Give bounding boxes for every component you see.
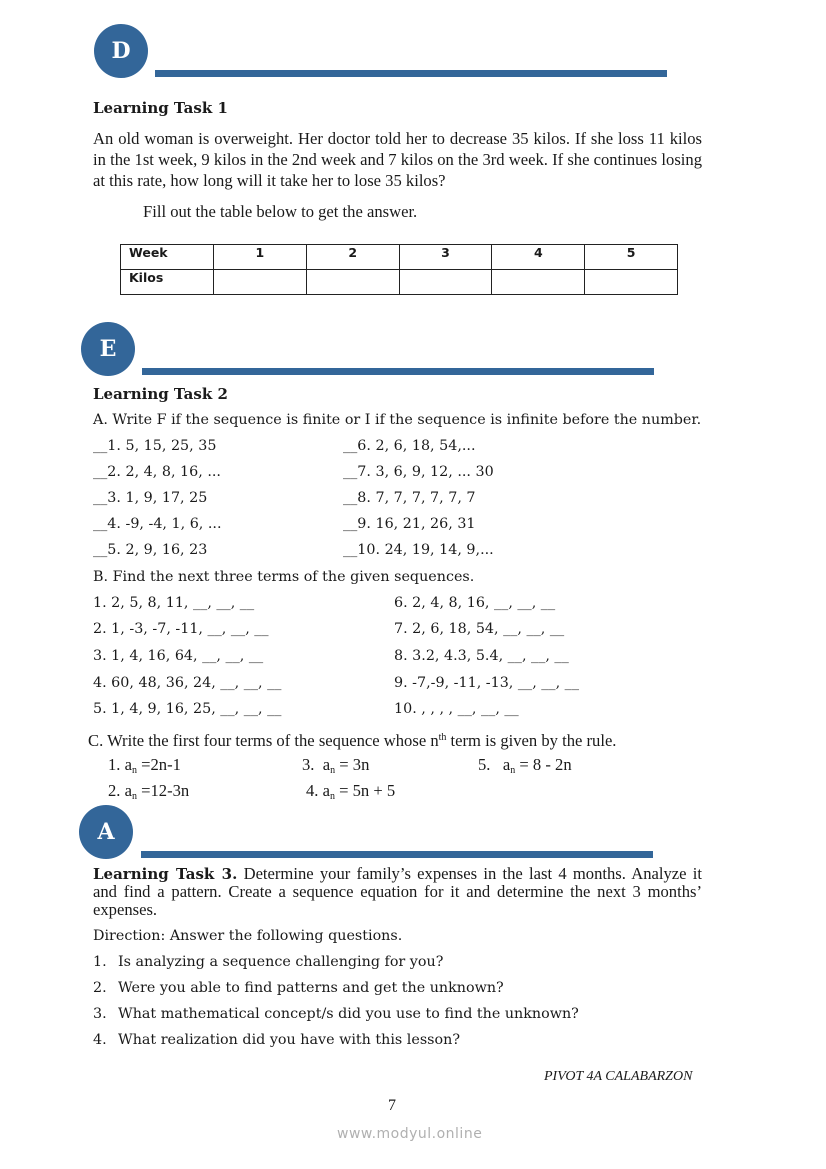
question-text: What mathematical concept/s did you use to find the unknown? — [118, 1006, 579, 1022]
rule-expression: = 8 - 2n — [515, 755, 572, 774]
rule-base: a — [124, 781, 132, 800]
task-title: Learning Task 1 — [93, 99, 228, 117]
list-item: 8. 3.2, 4.3, 5.4, __, __, __ — [394, 648, 569, 664]
table-header-cell: Kilos — [121, 270, 214, 295]
rule-base: a — [322, 781, 330, 800]
section-letter: E — [99, 336, 117, 362]
watermark-link[interactable]: www.modyul.online — [337, 1126, 483, 1142]
rule-subscript: n — [330, 765, 336, 776]
table-instruction: Fill out the table below to get the answer. — [143, 202, 418, 221]
task3-text: Determine your family’s expenses in the last 4 months. Analyze it and find a pattern. Create a sequence equation for it and determine the next 3 months’ expenses. — [93, 864, 703, 919]
task-title: Learning Task 3. — [93, 865, 238, 883]
rule-number: 1. — [108, 755, 125, 774]
task3-paragraph — [93, 865, 702, 919]
list-item: 2. 1, -3, -7, -11, __, __, __ — [93, 621, 269, 637]
table-cell: 4 — [492, 245, 585, 270]
page-number: 7 — [388, 1097, 396, 1114]
direction-text: Direction: Answer the following questions. — [93, 928, 403, 944]
list-item: __1. 5, 15, 25, 35 — [93, 438, 217, 454]
list-item: __5. 2, 9, 16, 23 — [93, 542, 208, 558]
rule-base: a — [124, 755, 132, 774]
list-item: 6. 2, 4, 8, 16, __, __, __ — [394, 595, 556, 611]
rule-item — [306, 780, 395, 807]
rule-number: 3. — [302, 755, 323, 774]
question-item — [93, 1006, 579, 1022]
list-item: __6. 2, 6, 18, 54,... — [343, 438, 476, 454]
rule-expression: =2n-1 — [136, 755, 181, 774]
rule-base: a — [502, 755, 511, 774]
list-item: 5. 1, 4, 9, 16, 25, __, __, __ — [93, 701, 282, 717]
table-row — [121, 245, 678, 270]
list-item: __9. 16, 21, 26, 31 — [343, 516, 476, 532]
superscript: th — [438, 732, 447, 743]
answer-cell[interactable] — [585, 270, 678, 295]
rule-subscript: n — [510, 765, 516, 776]
rule-subscript: n — [131, 791, 137, 802]
section-badge-a — [79, 805, 133, 859]
table-cell: 1 — [214, 245, 307, 270]
part-c-text: term is given by the rule. — [446, 731, 617, 750]
list-item: __8. 7, 7, 7, 7, 7, 7 — [343, 490, 476, 506]
part-c-text: C. Write the first four terms of the sequence whose n — [88, 731, 439, 750]
list-item: 7. 2, 6, 18, 54, __, __, __ — [394, 621, 565, 637]
list-item: __10. 24, 19, 14, 9,... — [343, 542, 494, 558]
week-kilos-table — [120, 244, 678, 295]
question-number: 4. — [93, 1032, 107, 1048]
section-badge-d — [94, 24, 148, 78]
section-divider — [155, 70, 667, 77]
part-a-instruction: A. Write F if the sequence is finite or I if the sequence is infinite before the number. — [93, 412, 702, 428]
question-text: Were you able to find patterns and get the unknown? — [118, 980, 504, 996]
rule-expression: =12-3n — [136, 781, 190, 800]
series-footer: PIVOT 4A CALABARZON — [544, 1069, 693, 1084]
rule-number: 2. — [108, 781, 125, 800]
list-item: 4. 60, 48, 36, 24, __, __, __ — [93, 675, 282, 691]
rule-expression: = 5n + 5 — [334, 781, 396, 800]
rule-number: 4. — [306, 781, 323, 800]
rule-subscript: n — [329, 791, 335, 802]
question-text: Is analyzing a sequence challenging for you? — [118, 954, 444, 970]
answer-cell[interactable] — [214, 270, 307, 295]
answer-cell[interactable] — [399, 270, 492, 295]
list-item: __3. 1, 9, 17, 25 — [93, 490, 208, 506]
question-item — [93, 980, 504, 996]
question-number: 1. — [93, 954, 107, 970]
table-cell: 5 — [585, 245, 678, 270]
table-cell: 2 — [306, 245, 399, 270]
question-item — [93, 1032, 460, 1048]
question-item — [93, 954, 443, 970]
rule-base: a — [322, 755, 331, 774]
rule-item — [108, 780, 189, 807]
answer-cell[interactable] — [492, 270, 585, 295]
rule-number: 5. — [478, 755, 503, 774]
list-item: __2. 2, 4, 8, 16, ... — [93, 464, 221, 480]
part-c-instruction — [88, 727, 616, 751]
section-divider — [141, 851, 653, 858]
part-b-instruction: B. Find the next three terms of the given sequences. — [93, 569, 475, 585]
list-item: 1. 2, 5, 8, 11, __, __, __ — [93, 595, 255, 611]
rule-item — [478, 754, 572, 781]
list-item: 10. , , , , __, __, __ — [394, 701, 519, 717]
list-item: __7. 3, 6, 9, 12, ... 30 — [343, 464, 494, 480]
table-row — [121, 270, 678, 295]
rule-item — [108, 754, 181, 781]
section-badge-e — [81, 322, 135, 376]
table-header-cell: Week — [121, 245, 214, 270]
answer-cell[interactable] — [306, 270, 399, 295]
list-item: 9. -7,-9, -11, -13, __, __, __ — [394, 675, 579, 691]
question-text: What realization did you have with this lesson? — [118, 1032, 460, 1048]
task-paragraph: An old woman is overweight. Her doctor told her to decrease 35 kilos. If she loss 11 kilos in the 1st week, 9 kilos in the 2nd week and 7 kilos on the 3rd week. If she continues losing at this rate, how long will it take her to lose 35 kilos? — [93, 129, 702, 190]
list-item: 3. 1, 4, 16, 64, __, __, __ — [93, 648, 264, 664]
section-letter: D — [111, 38, 131, 64]
rule-subscript: n — [131, 765, 137, 776]
table-cell: 3 — [399, 245, 492, 270]
list-item: __4. -9, -4, 1, 6, ... — [93, 516, 222, 532]
rule-item — [302, 754, 369, 781]
section-letter: A — [97, 819, 115, 845]
section-divider — [142, 368, 654, 375]
question-number: 2. — [93, 980, 107, 996]
task-title: Learning Task 2 — [93, 385, 228, 403]
question-number: 3. — [93, 1006, 107, 1022]
rule-expression: = 3n — [335, 755, 370, 774]
